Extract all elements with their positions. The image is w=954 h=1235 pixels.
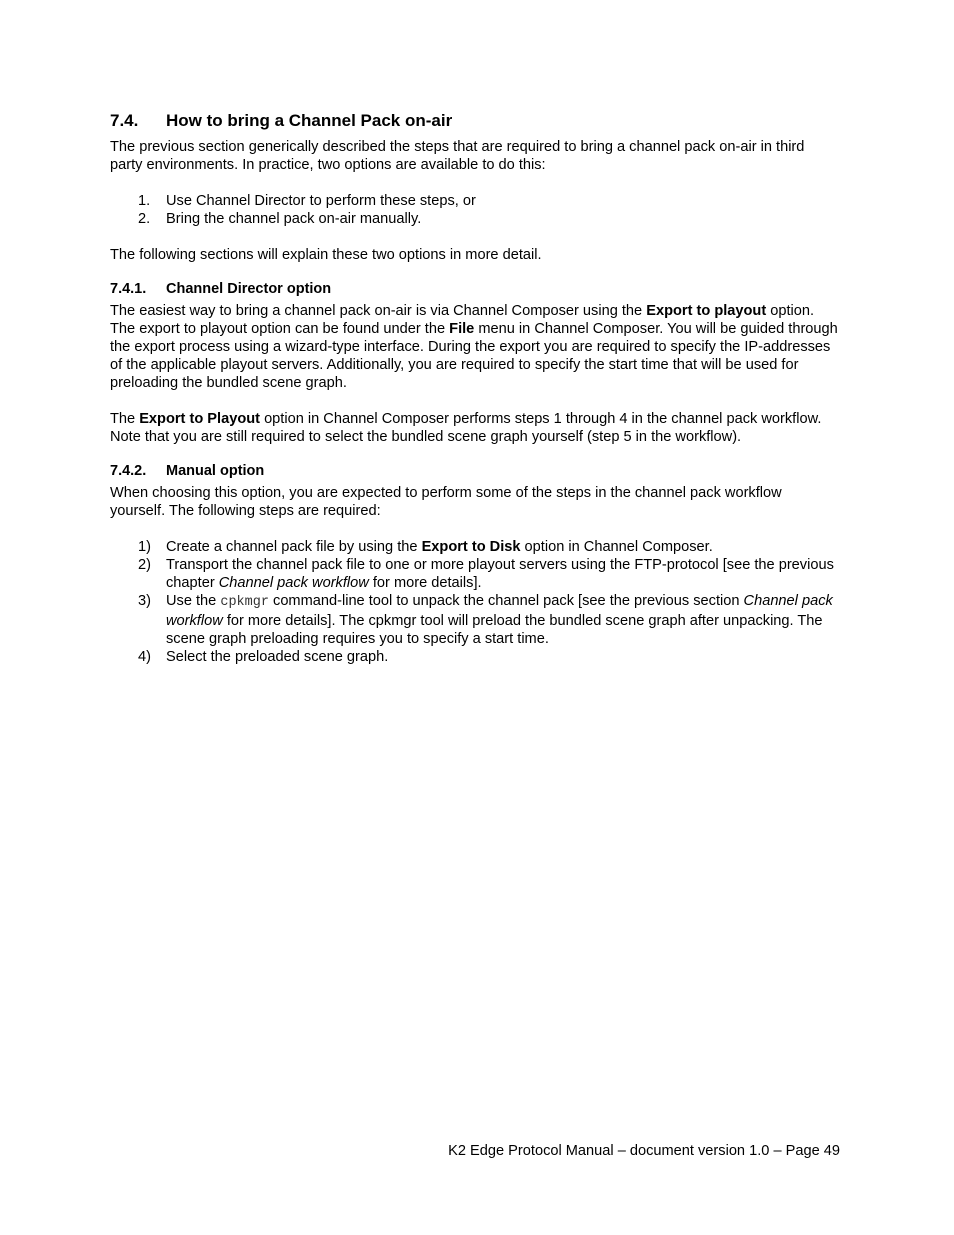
director-paragraph-2 — [110, 410, 840, 446]
bold-term: Export to Playout — [139, 411, 261, 427]
list-item — [110, 556, 840, 592]
list-text — [166, 538, 840, 556]
subsection-title: Channel Director option — [166, 281, 332, 297]
text-run: Create a channel pack file by using the — [166, 539, 422, 555]
director-paragraph-1 — [110, 302, 840, 392]
italic-term: Channel pack workflow — [218, 575, 369, 591]
bold-term: Export to playout — [646, 303, 767, 319]
list-marker: 3) — [138, 593, 151, 609]
text-run: Use the — [166, 593, 221, 609]
list-text — [166, 592, 840, 648]
text-run: The easiest way to bring a channel pack on-air is via Channel Composer using the — [110, 303, 647, 319]
subsection-heading-director — [110, 280, 840, 299]
options-list — [110, 192, 840, 228]
list-text: Select the preloaded scene graph. — [166, 649, 389, 665]
section-heading — [110, 110, 840, 132]
text-run: option in Channel Composer. — [520, 539, 713, 555]
manual-intro: When choosing this option, you are expected to perform some of the steps in the channel pack workflow yourself. The following steps are required: — [110, 485, 782, 519]
list-marker: 2. — [138, 211, 151, 227]
text-run: for more details]. The cpkmgr tool will preload the bundled scene graph after unpacking. The scene graph preloading requires you to specify a start time. — [166, 613, 823, 647]
subsection-number: 7.4.1. — [110, 281, 147, 297]
page-footer: K2 Edge Protocol Manual – document version 1.0 – Page 49 — [448, 1143, 840, 1159]
code-term: cpkmgr — [220, 595, 269, 610]
subsection-number: 7.4.2. — [110, 463, 147, 479]
bold-term: Export to Disk — [421, 539, 521, 555]
italic-term: Channel pack workflow — [166, 593, 833, 629]
list-marker: 1) — [138, 539, 151, 555]
steps-list — [110, 538, 840, 666]
text-run: The — [110, 411, 140, 427]
list-item — [110, 538, 840, 556]
section-title: How to bring a Channel Pack on-air — [166, 111, 453, 130]
list-text — [166, 556, 840, 592]
list-marker: 2) — [138, 557, 151, 573]
bold-term: File — [449, 321, 475, 337]
section-number: 7.4. — [110, 111, 139, 130]
list-marker: 1. — [138, 193, 151, 209]
text-run: Transport the channel pack file to one or more playout servers using the FTP-protocol [see the previous chapter — [166, 557, 834, 591]
list-text: Bring the channel pack on-air manually. — [166, 211, 422, 227]
subsection-title: Manual option — [166, 463, 265, 479]
section-outro: The following sections will explain these two options in more detail. — [110, 247, 542, 263]
list-text: Use Channel Director to perform these steps, or — [166, 193, 476, 209]
list-item — [110, 210, 840, 228]
text-run: option. The export to playout option can be found under the — [110, 303, 815, 337]
section-intro: The previous section generically described the steps that are required to bring a channel pack on-air in third party environments. In practice, two options are available to do this: — [110, 139, 805, 173]
list-item — [110, 192, 840, 210]
list-item — [110, 648, 840, 666]
document-page — [110, 0, 840, 1235]
text-run: command-line tool to unpack the channel pack [see the previous section — [268, 593, 744, 609]
page-content — [110, 110, 840, 666]
list-item — [110, 592, 840, 648]
subsection-heading-manual — [110, 462, 840, 481]
text-run: menu in Channel Composer. You will be guided through the export process using a wizard-type interface. During the export you are required to specify the IP-addresses of the applicable playout servers. Additionally, you are required to specify the start time that will be used for preloading the bundled scene graph. — [110, 321, 838, 391]
text-run: option in Channel Composer performs steps 1 through 4 in the channel pack workflow. Note that you are still required to select the bundled scene graph yourself (step 5 in the workflow). — [110, 411, 822, 445]
text-run: for more details]. — [368, 575, 482, 591]
list-marker: 4) — [138, 649, 151, 665]
